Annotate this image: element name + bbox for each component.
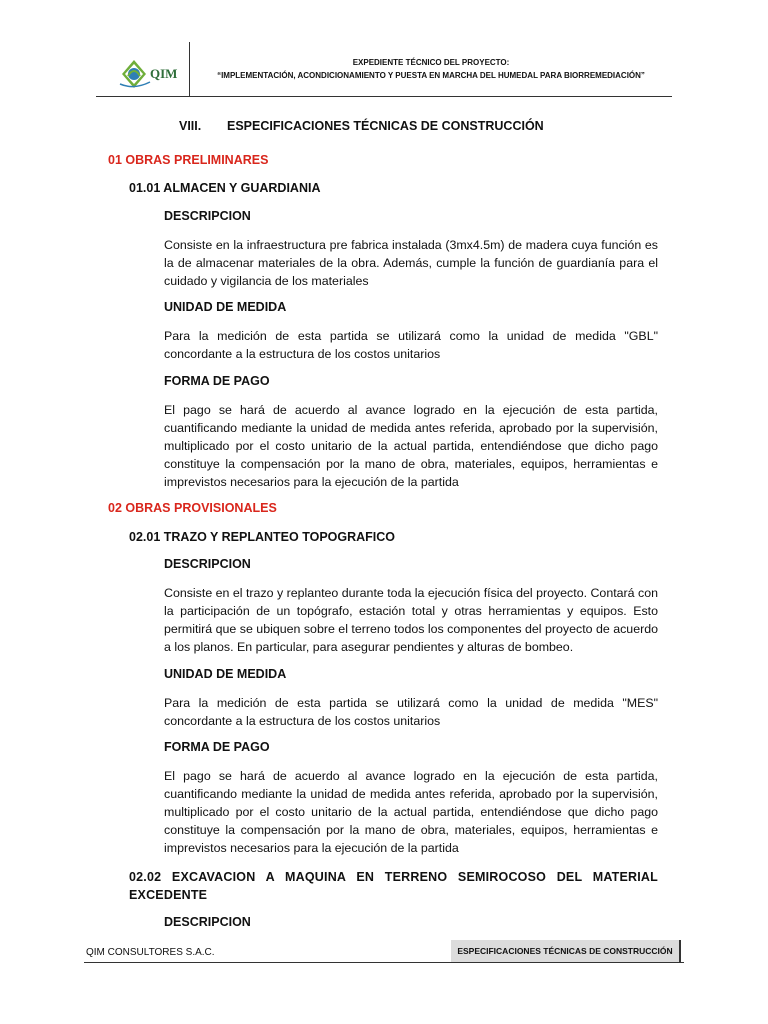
unidad-text: Para la medición de esta partida se utilizará como la unidad de medida "MES" concordante a la estructura de los costos unitarios — [164, 696, 658, 728]
chapter-number: VIII. — [179, 119, 202, 133]
company-logo — [114, 52, 184, 92]
descripcion-heading: DESCRIPCION — [164, 557, 251, 571]
section-title: 01 OBRAS PRELIMINARES — [108, 153, 269, 167]
section-title: 02 OBRAS PROVISIONALES — [108, 501, 277, 515]
unidad-heading: UNIDAD DE MEDIDA — [164, 667, 287, 681]
descripcion-text: Consiste en el trazo y replanteo durante toda la ejecución física del proyecto. Contará con la participación de un topógrafo, estación total y otras herramientas y equipos. Esto permitirá que se ubiquen sobre el terreno todos los componentes del proyecto de acuerdo a los planos. En particular, para asegurar pendientes y alturas de bombeo. — [164, 586, 658, 654]
logo-text: QIM — [150, 66, 178, 81]
footer-rule — [84, 962, 684, 963]
pago-text: El pago se hará de acuerdo al avance logrado en la ejecución de esta partida, cuantificando mediante la unidad de medida antes referida, aprobado por la supervisión, multiplicado por el costo unitario de la actual partida, entendiéndose que dicho pago constituye la compensación por la mano de obra, materiales, equipos, herramientas e imprevistos necesarios para la ejecución de la partida — [164, 769, 658, 855]
chapter-title: ESPECIFICACIONES TÉCNICAS DE CONSTRUCCIÓN — [227, 119, 544, 133]
descripcion-heading: DESCRIPCION — [164, 915, 251, 929]
footer-company: QIM CONSULTORES S.A.C. — [86, 947, 215, 958]
item-title: 02.01 TRAZO Y REPLANTEO TOPOGRAFICO — [129, 530, 396, 544]
header-title — [190, 56, 672, 82]
header-line-2: “IMPLEMENTACIÓN, ACONDICIONAMIENTO Y PUESTA EN MARCHA DEL HUMEDAL PARA BIORREMEDIACIÓN” — [217, 71, 645, 80]
header-rule — [96, 96, 672, 97]
item-title: 01.01 ALMACEN Y GUARDIANIA — [129, 181, 321, 195]
descripcion-heading: DESCRIPCION — [164, 209, 251, 223]
pago-heading: FORMA DE PAGO — [164, 374, 270, 388]
unidad-heading: UNIDAD DE MEDIDA — [164, 300, 287, 314]
item-title: 02.02 EXCAVACION A MAQUINA EN TERRENO SEMIROCOSO DEL MATERIAL EXCEDENTE — [129, 870, 658, 902]
descripcion-text: Consiste en la infraestructura pre fabrica instalada (3mx4.5m) de madera cuya función es la de almacenar materiales de la obra. Además, cumple la función de guardianía para el cuidado y vigilancia de los materiales — [164, 238, 658, 288]
pago-text: El pago se hará de acuerdo al avance logrado en la ejecución de esta partida, cuantificando mediante la unidad de medida antes referida, aprobado por la supervisión, multiplicado por el costo unitario de la actual partida, entendiéndose que dicho pago constituye la compensación por la mano de obra, materiales, equipos, herramientas e imprevistos necesarios para la ejecución de la partida — [164, 403, 658, 489]
unidad-text: Para la medición de esta partida se utilizará como la unidad de medida "GBL" concordante a la estructura de los costos unitarios — [164, 329, 658, 361]
pago-heading: FORMA DE PAGO — [164, 740, 270, 754]
header-line-1: EXPEDIENTE TÉCNICO DEL PROYECTO: — [352, 58, 510, 67]
footer-section-title: ESPECIFICACIONES TÉCNICAS DE CONSTRUCCIÓN — [451, 940, 681, 962]
